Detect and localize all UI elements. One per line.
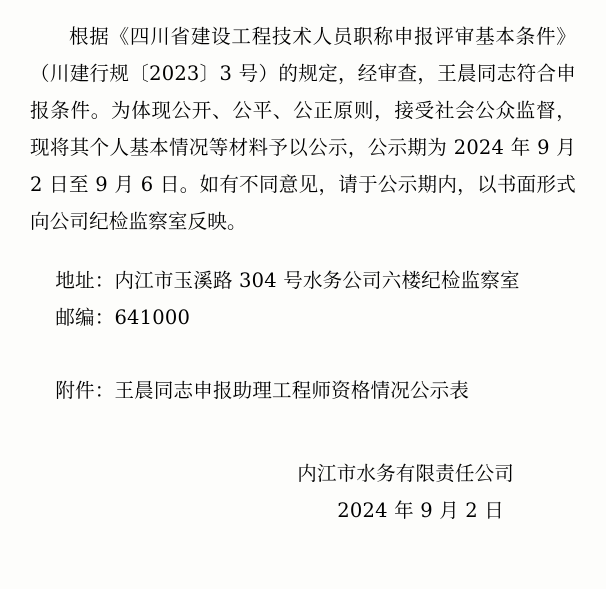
signature-organization: 内江市水务有限责任公司 — [297, 462, 514, 485]
address-line: 地址：内江市玉溪路 304 号水务公司六楼纪检监察室 — [55, 269, 520, 292]
signature-date: 2024 年 9 月 2 日 — [337, 499, 504, 522]
postcode-line: 邮编：641000 — [55, 306, 191, 329]
attachment-block — [30, 372, 576, 409]
body-paragraph: 根据《四川省建设工程技术人员职称申报评审基本条件》（川建行规〔2023〕3 号）的规定，经审查，王晨同志符合申报条件。为体现公开、公平、公正原则，接受社会公众监督，现将其个人基本情况等材料予以公示，公示期为 2024 年 9 月 2 日至 9 月 6 日。如有不同意见，请于公示期内，以书面形式向公司纪检监察室反映。 — [30, 25, 576, 233]
signature-block — [30, 455, 576, 529]
contact-block — [30, 262, 576, 336]
attachment-line: 附件：王晨同志申报助理工程师资格情况公示表 — [55, 379, 470, 402]
